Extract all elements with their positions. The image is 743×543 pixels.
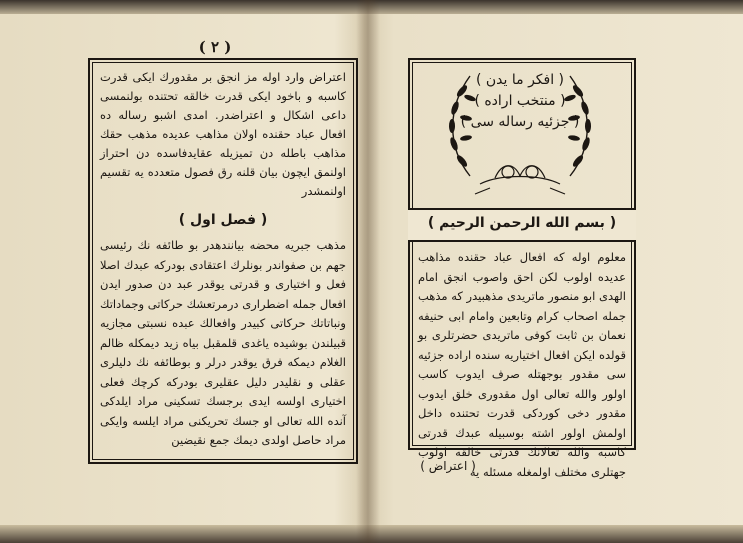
catchword: ( اعتراض ): [420, 459, 476, 473]
left-paragraph-1: [100, 68, 346, 208]
left-paragraph-1-text: اعتراض وارد اوله مز انجق بر مقدورك ایکی قدرت کاسبه و باخود ایکی قدرت خالقه تحتنده بولنمسی داعی اشکال و اعتراضدر. امدی اشبو رساله ده افعال عباد حقنده اولان مذاهب عدیده مذهب حقك مذاهب باطله دن تمیزیله عقایدفاسده دن احتراز اولنمق ایچون بیان قلنه رق فصول متعدده یه تقسیم اولنمشدر: [100, 70, 346, 198]
left-paragraph-2-text: مذهب جبریه محضه بیانندهدر بو طائفه نك رئیسی جهم بن صفواندر بونلرك اعتقادی بودركه عبدك اصلا فعل و اختیاری و قدرتی یوقدر عبد دن صدور ایدن افعال جمله اضطراری درمرتعشك حركاتی وجماداتك ونباتاتك حركاتی كبیدر وافعالك عبده نسبتی مجازیه قبیلندن بوشیده یاغدی قلمقبل بیاه زید دیمكله ظالم الغلام دیمكه فرق یوقدر درلر و بوطائفه نك دلیلری عقلی و نقلیدر دلیل عقلیری بودركه كرچك فعلی اختیاری اولسه ایدی برجسك تسكینی مراد ایلدكی آنده الله تعالی او جسك تحریكنی مراد ایلسه وایکی مراد حاصل اولدی دیمك جمع نقیضین: [100, 238, 346, 447]
watermark-overlay: [300, 255, 327, 325]
basmala-heading: ( بسم الله الرحمن الرحیم ): [427, 215, 617, 231]
page-number: ( ۲ ): [198, 38, 232, 56]
left-section-heading: ( فصل اول ): [178, 212, 268, 228]
wreath-title-line-3: ( جزئیه رساله سی ): [460, 114, 580, 130]
wreath-title-line-2: ( منتخب اراده ): [474, 93, 566, 109]
wreath-title-line-1: ( افكر ما یدن ): [475, 72, 565, 88]
right-paragraph-text: معلوم اوله كه افعال عباد حقنده مذاهب عدیده اولوب لكن احق واصوب انجق امام الهدی ابو منصور ماتریدی مذهبیدر كه مذهب جمله اصحاب كرام وتابعین وامام ابی حنیفه نعمان بن ثابت كوفی ماتریدی حضرتلری بو قولده ایكن افعال اختیاریه سنده اراده جزئیه سی مقدور بوجهتله صرف ایدوب كاسب اولور والله تعالی اول مقدوری خلق ایدوب مقدور دخی كوردكی قدرت تحتنده داخل اولمش اولور اشته بوسبیله عبدك قدرتی كاسبه والله تعالانك قدرتی خالقه اولوب جهتلری مختلف اولمغله مسئله یه: [418, 250, 626, 479]
book-spine: [356, 0, 380, 543]
